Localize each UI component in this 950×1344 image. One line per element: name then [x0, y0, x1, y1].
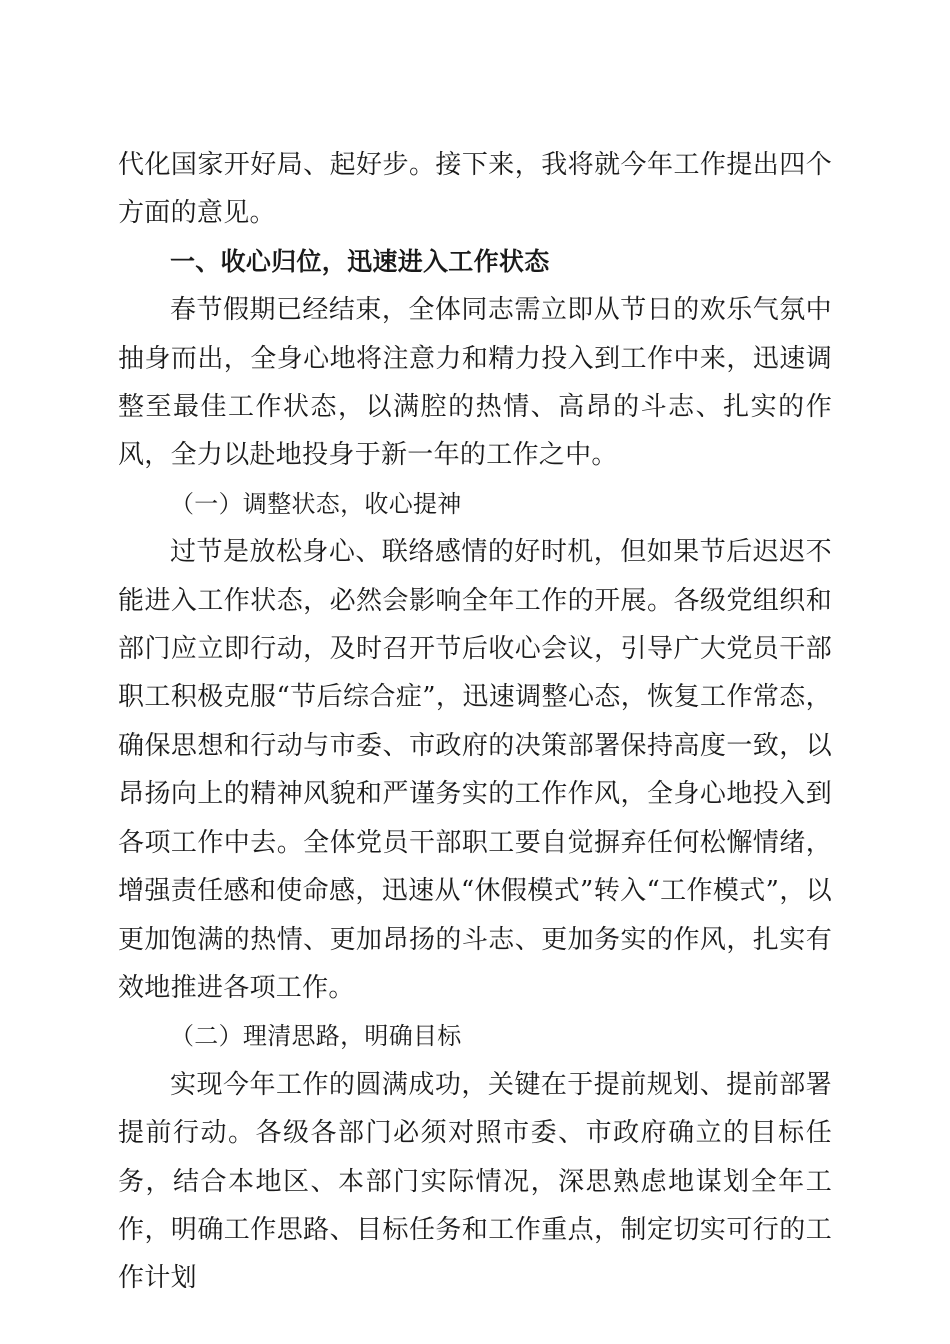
- paragraph: 春节假期已经结束，全体同志需立即从节日的欢乐气氛中抽身而出，全身心地将注意力和精力投入到工作中来，迅速调整至最佳工作状态，以满腔的热情、高昂的斗志、扎实的作风，全力以赴地投身于新一年的工作之中。: [118, 295, 832, 471]
- subsection-heading-1: （一）调整状态，收心提神: [170, 489, 462, 518]
- paragraph-continued: 代化国家开好局、起好步。接下来，我将就今年工作提出四个方面的意见。: [118, 150, 832, 229]
- paragraph: 实现今年工作的圆满成功，关键在于提前规划、提前部署提前行动。各级各部门必须对照市委、市政府确立的目标任务，结合本地区、本部门实际情况，深思熟虑地谋划全年工作，明确工作思路、目标任务和工作重点，制定切实可行的工作计划: [118, 1069, 832, 1294]
- paragraph: 过节是放松身心、联络感情的好时机，但如果节后迟迟不能进入工作状态，必然会影响全年工作的开展。各级党组织和部门应立即行动，及时召开节后收心会议，引导广大党员干部职工积极克服“节后综合症”，迅速调整心态，恢复工作常态，确保思想和行动与市委、市政府的决策部署保持高度一致，以昂扬向上的精神风貌和严谨务实的工作作风，全身心地投入到各项工作中去。全体党员干部职工要自觉摒弃任何松懈情绪，增强责任感和使命感，迅速从“休假模式”转入“工作模式”，以更加饱满的热情、更加昂扬的斗志、更加务实的作风，扎实有效地推进各项工作。: [118, 537, 832, 1003]
- section-heading-1: 一、收心归位，迅速进入工作状态: [170, 246, 550, 276]
- document-body: [118, 141, 832, 1303]
- subsection-heading-2: （二）理清思路，明确目标: [170, 1022, 462, 1051]
